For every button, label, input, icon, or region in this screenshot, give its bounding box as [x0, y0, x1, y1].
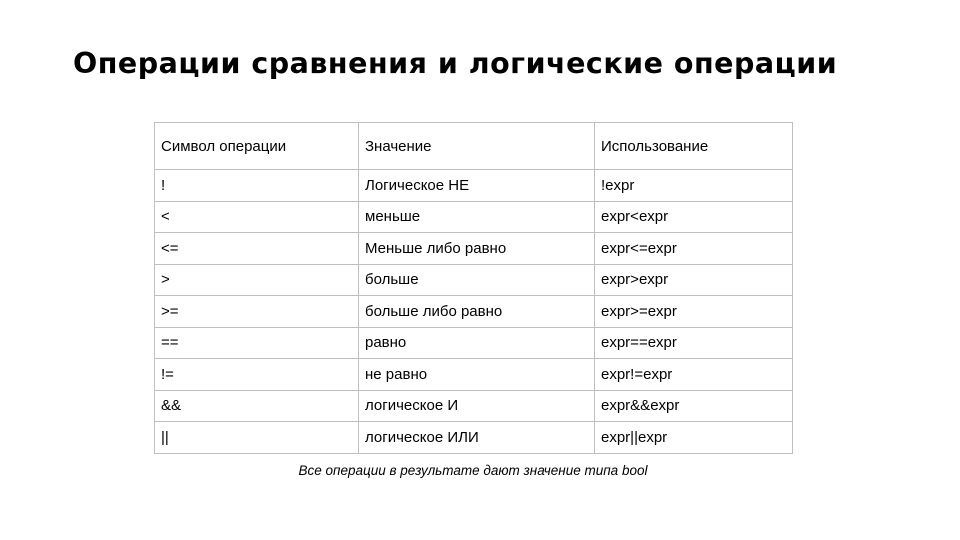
table-cell-usage: expr<=expr [595, 233, 793, 265]
table-row [155, 327, 793, 359]
table-cell-usage: expr&&expr [595, 390, 793, 422]
table-cell-meaning: не равно [359, 359, 595, 391]
table-cell-meaning: Логическое НЕ [359, 170, 595, 202]
footnote: Все операции в результате дают значение типа bool [298, 463, 648, 478]
table-cell-meaning: больше [359, 264, 595, 296]
header-row [155, 123, 793, 170]
table-cell-usage: !expr [595, 170, 793, 202]
operators-table [154, 122, 793, 454]
table-row [155, 170, 793, 202]
table-row [155, 233, 793, 265]
table-cell-usage: expr||expr [595, 422, 793, 454]
table-cell-symbol: <= [155, 233, 359, 265]
table-body [155, 170, 793, 454]
slide-title: Операции сравнения и логические операции [73, 47, 838, 80]
table-cell-symbol: > [155, 264, 359, 296]
table-cell-symbol: == [155, 327, 359, 359]
table-cell-meaning: Меньше либо равно [359, 233, 595, 265]
header-cell-usage: Использование [595, 123, 793, 170]
table-row [155, 264, 793, 296]
table-cell-symbol: != [155, 359, 359, 391]
table-cell-usage: expr<expr [595, 201, 793, 233]
table-cell-usage: expr!=expr [595, 359, 793, 391]
header-cell-meaning: Значение [359, 123, 595, 170]
table-cell-meaning: логическое И [359, 390, 595, 422]
table-cell-usage: expr==expr [595, 327, 793, 359]
table-cell-symbol: && [155, 390, 359, 422]
table-row [155, 201, 793, 233]
table-row [155, 296, 793, 328]
table-cell-meaning: меньше [359, 201, 595, 233]
table-cell-usage: expr>expr [595, 264, 793, 296]
table-cell-meaning: логическое ИЛИ [359, 422, 595, 454]
header-cell-symbol: Символ операции [155, 123, 359, 170]
table-cell-meaning: равно [359, 327, 595, 359]
table-row [155, 422, 793, 454]
table-cell-symbol: ! [155, 170, 359, 202]
table-cell-symbol: || [155, 422, 359, 454]
table-cell-symbol: < [155, 201, 359, 233]
table-cell-usage: expr>=expr [595, 296, 793, 328]
table-cell-symbol: >= [155, 296, 359, 328]
table-row [155, 390, 793, 422]
table-row [155, 359, 793, 391]
table-cell-meaning: больше либо равно [359, 296, 595, 328]
table-header [155, 123, 793, 170]
